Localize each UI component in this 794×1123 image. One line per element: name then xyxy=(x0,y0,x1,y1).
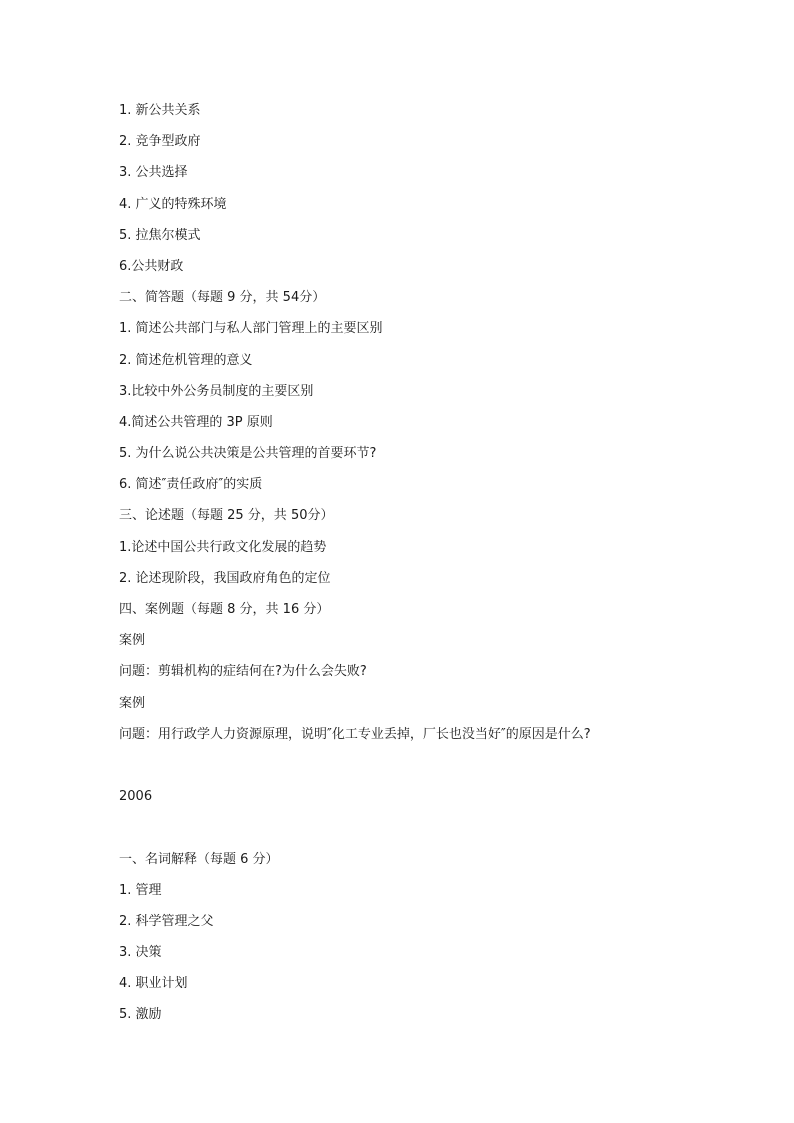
spacer xyxy=(119,756,719,787)
spacer xyxy=(119,818,719,849)
case-1-question: 问题：剪辑机构的症结何在?为什么会失败? xyxy=(119,664,367,680)
essay-heading: 三、论述题（每题 25 分，共 50分） xyxy=(119,508,334,524)
term-item-5: 5. 拉焦尔模式 xyxy=(119,227,201,243)
case-heading: 四、案例题（每题 8 分，共 16 分） xyxy=(119,602,330,617)
case-2-question: 问题：用行政学人力资源原理，说明″化工专业丢掉，厂长也没当好″的原因是什么? xyxy=(119,726,591,742)
term-item-6: 6.公共财政 xyxy=(119,258,184,274)
year-label: 2006 xyxy=(119,789,153,805)
term-item-2: 2. 竞争型政府 xyxy=(119,134,201,150)
short-answer-item-6: 6. 简述″责任政府″的实质 xyxy=(119,477,263,493)
short-answer-item-2: 2. 简述危机管理的意义 xyxy=(119,352,253,368)
definition-item-2: 2. 科学管理之父 xyxy=(119,913,214,929)
term-item-1: 1. 新公共关系 xyxy=(119,103,201,118)
essay-item-2: 2. 论述现阶段，我国政府角色的定位 xyxy=(119,570,331,586)
short-answer-item-3: 3.比较中外公务员制度的主要区别 xyxy=(119,383,314,399)
short-answer-item-5: 5. 为什么说公共决策是公共管理的首要环节? xyxy=(119,446,377,462)
short-answer-item-1: 1. 简述公共部门与私人部门管理上的主要区别 xyxy=(119,321,383,337)
short-answer-heading: 二、简答题（每题 9 分，共 54分） xyxy=(119,290,326,306)
term-item-4: 4. 广义的特殊环境 xyxy=(119,196,227,212)
case-1-label: 案例 xyxy=(119,633,146,649)
short-answer-item-4: 4.简述公共管理的 3P 原则 xyxy=(119,414,273,430)
definition-item-3: 3. 决策 xyxy=(119,945,162,961)
definition-item-4: 4. 职业计划 xyxy=(119,976,188,992)
essay-item-1: 1.论述中国公共行政文化发展的趋势 xyxy=(119,539,327,555)
term-item-3: 3. 公共选择 xyxy=(119,165,188,181)
definition-item-5: 5. 激励 xyxy=(119,1007,162,1023)
document-body xyxy=(119,101,719,1037)
case-2-label: 案例 xyxy=(119,695,146,711)
definition-item-1: 1. 管理 xyxy=(119,882,162,898)
definition-heading: 一、名词解释（每题 6 分） xyxy=(119,851,279,867)
